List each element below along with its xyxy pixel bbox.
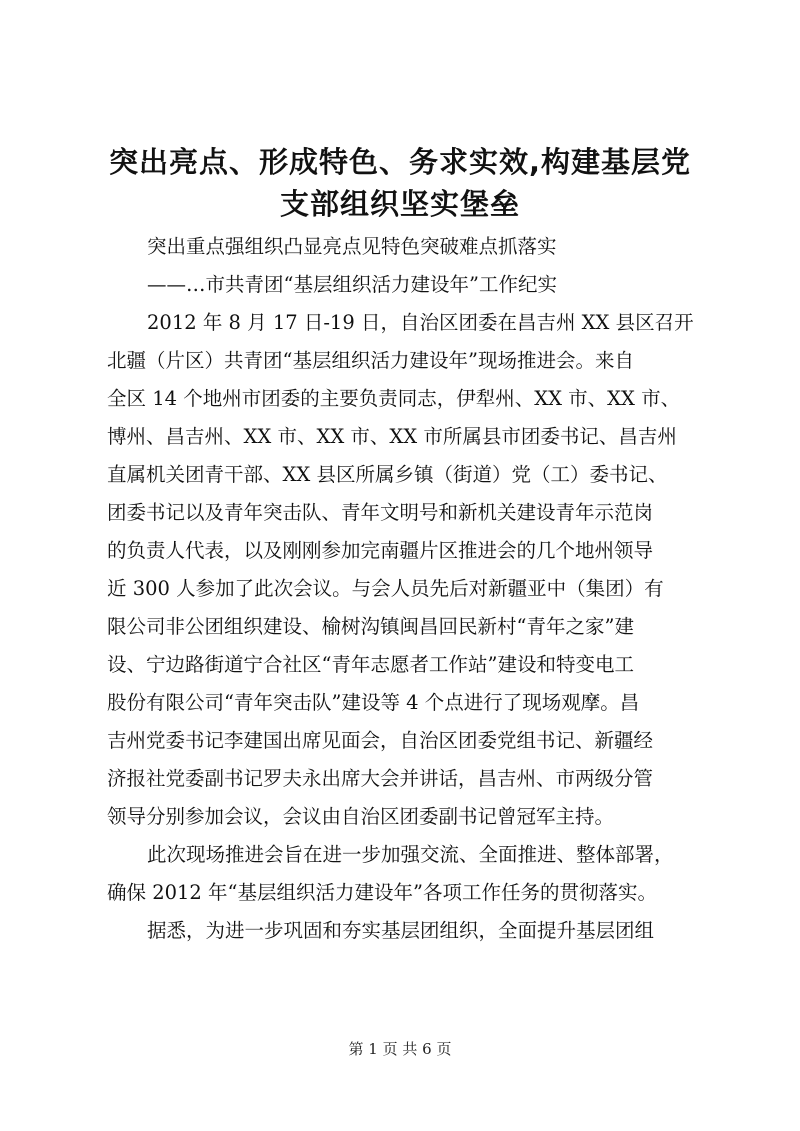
body-line: 此次现场推进会旨在进一步加强交流、全面推进、整体部署， [147,843,674,866]
subtitle-line-2: ——…市共青团“基层组织活力建设年”工作纪实 [147,273,557,296]
body-line: 2012 年 8 月 17 日-19 日，自治区团委在昌吉州 XX 县区召开 [147,311,694,334]
body-line: 设、宁边路街道宁合社区“青年志愿者工作站”建设和特变电工 [107,653,634,676]
body-line: 全区 14 个地州市团委的主要负责同志，伊犁州、XX 市、XX 市、 [107,387,681,410]
body-line: 限公司非公团组织建设、榆树沟镇闽昌回民新村“青年之家”建 [107,615,634,638]
body-line: 近 300 人参加了此次会议。与会人员先后对新疆亚中（集团）有 [107,577,664,600]
body-line: 直属机关团青干部、XX 县区所属乡镇（街道）党（工）委书记、 [107,463,668,486]
body-line: 领导分别参加会议，会议由自治区团委副书记曾冠军主持。 [107,805,615,828]
body-line: 的负责人代表，以及刚刚参加完南疆片区推进会的几个地州领导 [107,539,654,562]
page-footer: 第 1 页 共 6 页 [348,1040,452,1058]
body-line: 博州、昌吉州、XX 市、XX 市、XX 市所属县市团委书记、昌吉州 [107,425,677,448]
body-line: 北疆（片区）共青团“基层组织活力建设年”现场推进会。来自 [107,349,634,372]
body-line: 吉州党委书记李建国出席见面会，自治区团委党组书记、新疆经 [107,729,654,752]
body-line: 股份有限公司“青年突击队”建设等 4 个点进行了现场观摩。昌 [107,691,640,714]
body-line: 据悉，为进一步巩固和夯实基层团组织，全面提升基层团组 [147,919,655,942]
body-line: 团委书记以及青年突击队、青年文明号和新机关建设青年示范岗 [107,501,654,524]
body-line: 确保 2012 年“基层组织活力建设年”各项工作任务的贯彻落实。 [107,881,657,904]
body-line: 济报社党委副书记罗夫永出席大会并讲话，昌吉州、市两级分管 [107,767,654,790]
document-title-line-2: 支部组织坚实堡垒 [279,187,520,221]
subtitle-line-1: 突出重点强组织凸显亮点见特色突破难点抓落实 [147,235,557,258]
document-title-line-1: 突出亮点、形成特色、务求实效,构建基层党 [108,145,692,179]
